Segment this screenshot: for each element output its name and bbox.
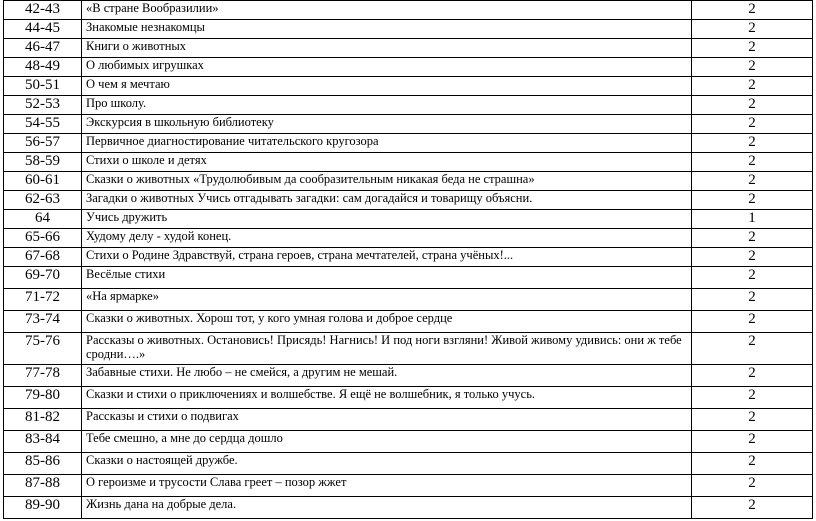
lesson-hours: 2 <box>692 39 813 58</box>
table-row <box>4 134 813 153</box>
lesson-topic: Рассказы и стихи о подвигах <box>82 409 692 431</box>
lesson-number: 79-80 <box>4 387 82 409</box>
lesson-topic: Сказки о животных «Трудолюбивым да сообразительным никакая беда не страшна» <box>82 172 692 191</box>
lesson-hours: 2 <box>692 1 813 20</box>
table-row <box>4 1 813 20</box>
table-row <box>4 431 813 453</box>
lesson-topic: Учись дружить <box>82 210 692 229</box>
lesson-topic: Стихи о Родине Здравствуй, страна героев, страна мечтателей, страна учёных!... <box>82 248 692 267</box>
lesson-hours: 2 <box>692 153 813 172</box>
table-row <box>4 409 813 431</box>
lesson-number: 42-43 <box>4 1 82 20</box>
lesson-number: 81-82 <box>4 409 82 431</box>
lesson-topic: Экскурсия в школьную библиотеку <box>82 115 692 134</box>
table-row <box>4 387 813 409</box>
lesson-number: 69-70 <box>4 267 82 289</box>
lesson-number: 89-90 <box>4 497 82 519</box>
lesson-hours: 1 <box>692 210 813 229</box>
lesson-topic: Жизнь дана на добрые дела. <box>82 497 692 519</box>
table-row <box>4 311 813 333</box>
lesson-number: 62-63 <box>4 191 82 210</box>
lesson-topic: Знакомые незнакомцы <box>82 20 692 39</box>
lesson-topic: Забавные стихи. Не любо – не смейся, а другим не мешай. <box>82 365 692 387</box>
lesson-topic: О любимых игрушках <box>82 58 692 77</box>
table-row <box>4 267 813 289</box>
lesson-hours: 2 <box>692 311 813 333</box>
table-row <box>4 497 813 519</box>
lesson-number: 60-61 <box>4 172 82 191</box>
lesson-hours: 2 <box>692 115 813 134</box>
lesson-topic: Книги о животных <box>82 39 692 58</box>
lesson-topic: Первичное диагностирование читательского кругозора <box>82 134 692 153</box>
lesson-topic: Весёлые стихи <box>82 267 692 289</box>
lesson-topic: Сказки о животных. Хорош тот, у кого умная голова и доброе сердце <box>82 311 692 333</box>
lesson-hours: 2 <box>692 77 813 96</box>
lesson-hours: 2 <box>692 172 813 191</box>
lesson-topic: «На ярмарке» <box>82 289 692 311</box>
table-row <box>4 475 813 497</box>
lesson-number: 50-51 <box>4 77 82 96</box>
lesson-number: 73-74 <box>4 311 82 333</box>
lesson-topic: Рассказы о животных. Остановись! Присядь! Нагнись! И под ноги взгляни! Живой живому удивись: они ж тебе сродни….» <box>82 333 692 365</box>
lesson-hours: 2 <box>692 333 813 365</box>
lesson-topic: Тебе смешно, а мне до сердца дошло <box>82 431 692 453</box>
lesson-hours: 2 <box>692 20 813 39</box>
table-row <box>4 248 813 267</box>
lesson-number: 85-86 <box>4 453 82 475</box>
lesson-topic: О чем я мечтаю <box>82 77 692 96</box>
lesson-number: 52-53 <box>4 96 82 115</box>
lesson-hours: 2 <box>692 497 813 519</box>
table-row <box>4 58 813 77</box>
lesson-number: 56-57 <box>4 134 82 153</box>
lesson-hours: 2 <box>692 229 813 248</box>
lesson-plan-body <box>4 1 813 519</box>
lesson-number: 87-88 <box>4 475 82 497</box>
table-row <box>4 115 813 134</box>
lesson-number: 67-68 <box>4 248 82 267</box>
lesson-hours: 2 <box>692 431 813 453</box>
lesson-number: 54-55 <box>4 115 82 134</box>
lesson-hours: 2 <box>692 453 813 475</box>
lesson-hours: 2 <box>692 365 813 387</box>
lesson-topic: Сказки о настоящей дружбе. <box>82 453 692 475</box>
lesson-hours: 2 <box>692 191 813 210</box>
lesson-number: 83-84 <box>4 431 82 453</box>
lesson-number: 46-47 <box>4 39 82 58</box>
lesson-hours: 2 <box>692 58 813 77</box>
lesson-hours: 2 <box>692 134 813 153</box>
lesson-number: 64 <box>4 210 82 229</box>
lesson-number: 65-66 <box>4 229 82 248</box>
lesson-hours: 2 <box>692 409 813 431</box>
table-row <box>4 153 813 172</box>
lesson-plan-table <box>3 0 813 519</box>
lesson-number: 77-78 <box>4 365 82 387</box>
lesson-hours: 2 <box>692 248 813 267</box>
lesson-hours: 2 <box>692 267 813 289</box>
lesson-topic: Стихи о школе и детях <box>82 153 692 172</box>
table-row <box>4 191 813 210</box>
table-row <box>4 333 813 365</box>
lesson-number: 71-72 <box>4 289 82 311</box>
table-row <box>4 289 813 311</box>
lesson-number: 75-76 <box>4 333 82 365</box>
lesson-hours: 2 <box>692 475 813 497</box>
table-row <box>4 39 813 58</box>
lesson-topic: Худому делу - худой конец. <box>82 229 692 248</box>
lesson-hours: 2 <box>692 387 813 409</box>
lesson-number: 48-49 <box>4 58 82 77</box>
table-row <box>4 77 813 96</box>
lesson-topic: Загадки о животных Учись отгадывать загадки: сам догадайся и товарищу объясни. <box>82 191 692 210</box>
table-row <box>4 96 813 115</box>
table-row <box>4 229 813 248</box>
lesson-topic: Про школу. <box>82 96 692 115</box>
lesson-topic: О героизме и трусости Слава греет – позор жжет <box>82 475 692 497</box>
table-row <box>4 453 813 475</box>
lesson-number: 44-45 <box>4 20 82 39</box>
lesson-topic: «В стране Вообразилии» <box>82 1 692 20</box>
table-row <box>4 20 813 39</box>
lesson-topic: Сказки и стихи о приключениях и волшебстве. Я ещё не волшебник, я только учусь. <box>82 387 692 409</box>
lesson-hours: 2 <box>692 96 813 115</box>
table-row <box>4 210 813 229</box>
table-row <box>4 172 813 191</box>
lesson-hours: 2 <box>692 289 813 311</box>
lesson-number: 58-59 <box>4 153 82 172</box>
table-row <box>4 365 813 387</box>
